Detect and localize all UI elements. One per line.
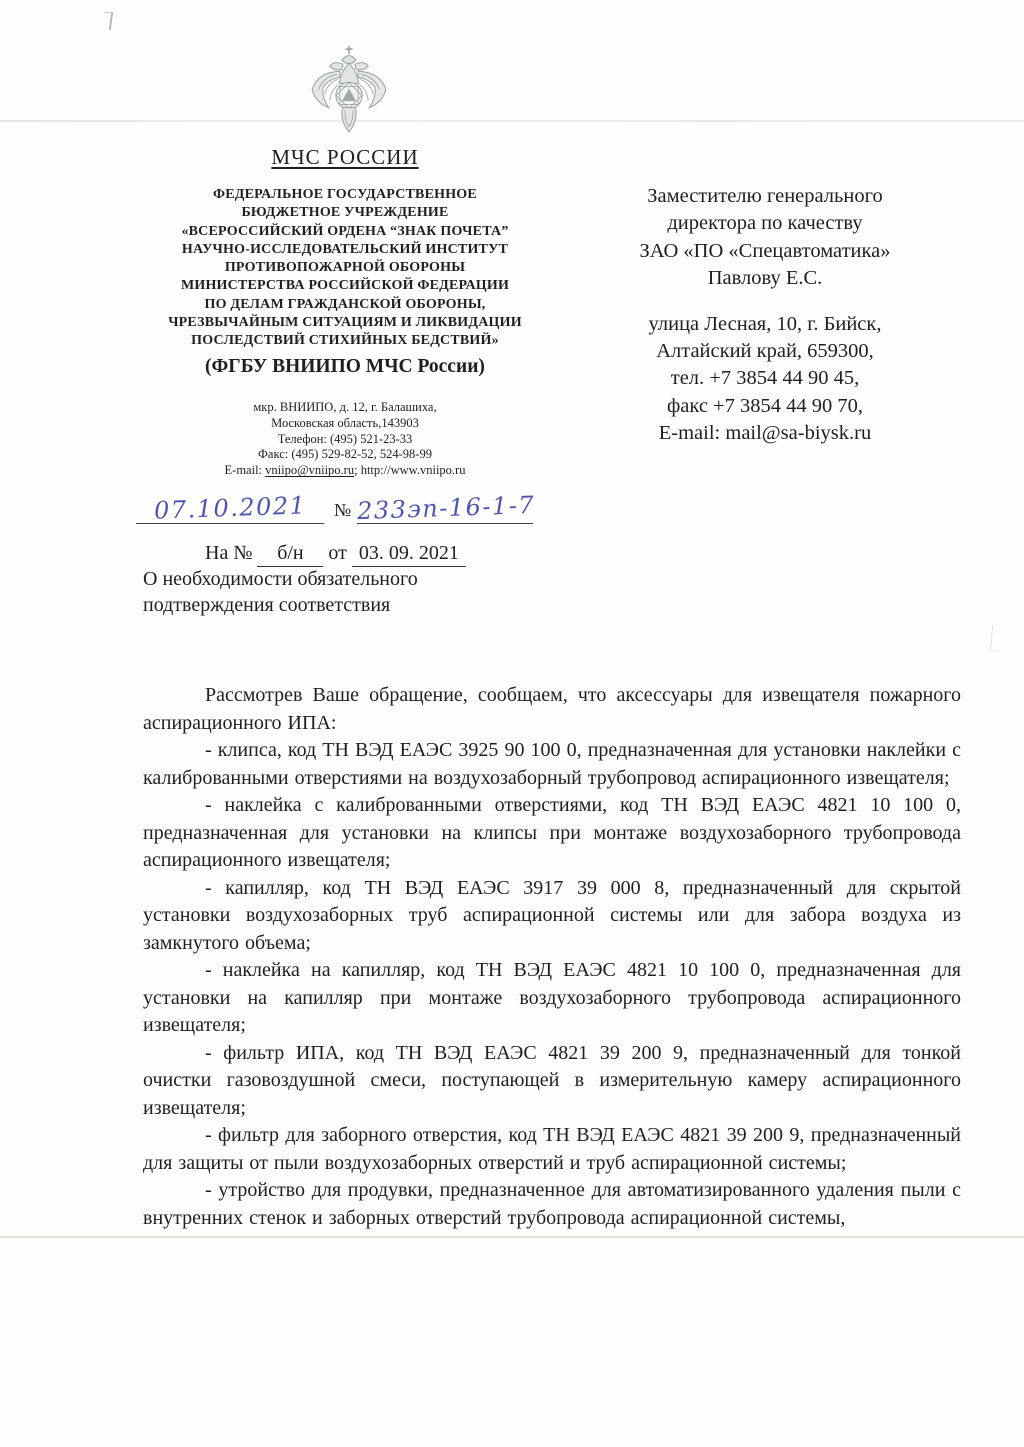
scan-artifact-corner-mark <box>102 12 114 30</box>
sender-address-line: мкр. ВНИИПО, д. 12, г. Балашиха, <box>253 400 437 414</box>
org-full-line: ЧРЕЗВЫЧАЙНЫМ СИТУАЦИЯМ И ЛИКВИДАЦИИ <box>168 315 522 331</box>
scan-artifact-line-middle <box>0 1236 1024 1238</box>
body-paragraph: - наклейка с калиброванными отверстиями, код ТН ВЭД ЕАЭС 4821 10 100 0, предназначенная для установки на клипсы при монтаже воздухозаборного трубопровода аспирационного извещателя; <box>143 794 961 871</box>
recipient-address-line: Алтайский край, 659300, <box>656 340 874 363</box>
outgoing-number-field <box>356 490 536 526</box>
handwritten-outgoing-number: 233эп-16-1-7 <box>356 490 536 526</box>
body-paragraph: - утройство для продувки, предназначенное для автоматизированного удаления пыли с внутренних стенок и заборных отверстий трубопровода аспирационной системы, <box>143 1179 961 1229</box>
outgoing-date-field <box>136 491 324 525</box>
recipient-name-lines <box>565 183 965 293</box>
recipient-line: директора по качеству <box>667 212 863 235</box>
body-paragraph: - капилляр, код ТН ВЭД ЕАЭС 3917 39 000 8, предназначенный для скрытой установки воздухозаборных труб аспирационной системы или для забора воздуха из замкнутого объема; <box>143 876 961 954</box>
sender-address-line: Московская область,143903 <box>271 415 419 430</box>
sender-address-line: Факс: (495) 529-82-52, 524-98-99 <box>258 447 432 462</box>
body-paragraph: - клипса, код ТН ВЭД ЕАЭС 3925 90 100 0, предназначенная для установки наклейки с калиброванными отверстиями на воздухозаборный трубопровод аспирационного извещателя; <box>143 739 961 789</box>
recipient-address-line: улица Лесная, 10, г. Бийск, <box>648 312 882 335</box>
sender-website: ; http://www.vniipo.ru <box>354 463 466 478</box>
recipient-address-line: E-mail: mail@sa-biysk.ru <box>658 422 872 445</box>
org-full-line: «ВСЕРОССИЙСКИЙ ОРДЕНА “ЗНАК ПОЧЕТА” <box>181 223 509 239</box>
subject-line-2: подтверждения соответствия <box>143 594 391 616</box>
body-paragraph: - фильтр ИПА, код ТН ВЭД ЕАЭС 4821 39 200 9, предназначенный для тонкой очистки газовоздушной смеси, поступающей в измерительную камеру аспирационного извещателя; <box>143 1041 961 1119</box>
sender-email-prefix: E-mail: <box>224 463 266 478</box>
recipient-gap <box>565 293 965 311</box>
org-full-line: ПО ДЕЛАМ ГРАЖДАНСКОЙ ОБОРОНЫ, <box>204 296 486 312</box>
recipient-address-line: тел. +7 3854 44 90 45, <box>670 367 860 390</box>
org-full-line: БЮДЖЕТНОЕ УЧРЕЖДЕНИЕ <box>241 205 449 221</box>
incoming-date: 03. 09. 2021 <box>352 542 466 567</box>
handwritten-outgoing-date: 07.10.2021 <box>153 491 307 525</box>
double-headed-eagle-icon <box>308 44 390 140</box>
org-full-line: ПРОТИВОПОЖАРНОЙ ОБОРОНЫ <box>224 260 466 276</box>
scan-artifact-edge-mark <box>990 626 1003 652</box>
body-paragraph: Рассмотрев Ваше обращение, сообщаем, что аксессуары для извещателя пожарного аспирационного ИПА: <box>143 684 961 734</box>
incoming-from-word: от <box>328 542 347 564</box>
org-full-line: ПОСЛЕДСТВИЙ СТИХИЙНЫХ БЕДСТВИЙ» <box>191 333 499 349</box>
sender-email-line <box>113 463 577 479</box>
recipient-line: Заместителю генерального <box>647 185 883 207</box>
mchs-emblem <box>308 44 390 140</box>
org-full-line: МИНИСТЕРСТВА РОССИЙСКОЙ ФЕДЕРАЦИИ <box>180 278 510 294</box>
org-full-line: НАУЧНО-ИССЛЕДОВАТЕЛЬСКИЙ ИНСТИТУТ <box>181 241 509 257</box>
incoming-prefix: На № <box>205 542 253 564</box>
letter-subject <box>143 566 563 618</box>
sender-org-full-name <box>113 186 577 351</box>
sender-address-block <box>113 400 577 479</box>
recipient-address-lines <box>565 311 965 448</box>
letter-body <box>143 682 961 1232</box>
recipient-line: ЗАО «ПО «Спецавтоматика» <box>639 239 891 262</box>
incoming-reference-line <box>205 542 466 567</box>
body-paragraph: - наклейка на капилляр, код ТН ВЭД ЕАЭС 4821 10 100 0, предназначенная для установки на капилляр при монтаже воздухозаборного трубопровода аспирационного извещателя; <box>143 959 961 1036</box>
body-paragraph: - фильтр для заборного отверстия, код ТН ВЭД ЕАЭС 4821 39 200 9, предназначенный для защиты от пыли воздухозаборных отверстий и труб аспирационной системы; <box>143 1124 961 1174</box>
sender-org-abbreviation: (ФГБУ ВНИИПО МЧС России) <box>205 356 485 377</box>
number-sign: № <box>334 500 352 520</box>
recipient-address-line: факс +7 3854 44 90 70, <box>667 394 863 417</box>
scan-artifact-line-top <box>0 120 1024 122</box>
sender-email-link: vniipo@vniipo.ru <box>265 463 355 478</box>
subject-line-1: О необходимости обязательного <box>143 568 418 590</box>
recipient-line: Павлову Е.С. <box>707 267 823 290</box>
incoming-number: б/н <box>257 542 323 567</box>
recipient-block <box>565 183 965 448</box>
outgoing-reference-line <box>136 490 536 526</box>
sender-org-short-title: МЧС РОССИИ <box>271 145 419 169</box>
sender-address-line: Телефон: (495) 521-23-33 <box>277 431 413 446</box>
org-full-line: ФЕДЕРАЛЬНОЕ ГОСУДАРСТВЕННОЕ <box>213 187 477 202</box>
